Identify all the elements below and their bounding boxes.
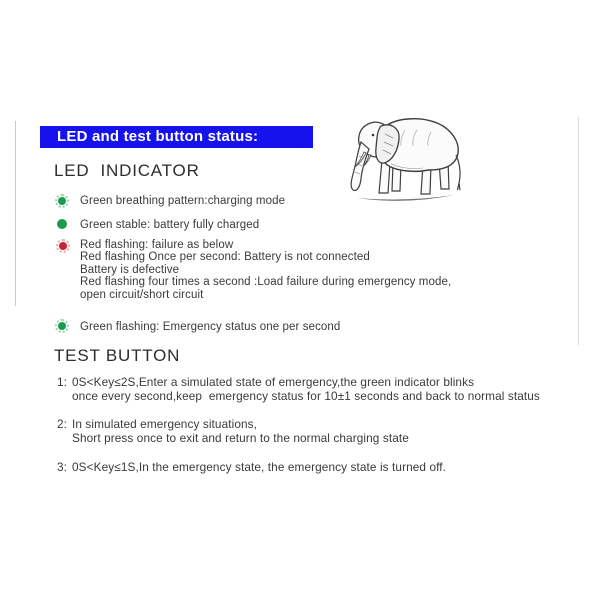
led-indicator-heading: LED INDICATOR xyxy=(54,161,200,180)
led-status-text: Green breathing pattern:charging mode xyxy=(80,195,286,207)
test-step-number: 3: xyxy=(57,460,68,474)
led-status-line: Red flashing: failure as below xyxy=(80,239,234,251)
test-step-number: 2: xyxy=(57,417,68,431)
led-status-line: Battery is defective xyxy=(80,263,180,276)
green-stable-led-icon xyxy=(57,219,67,229)
test-step-line: 0S<Key≤1S,In the emergency state, the emergency state is turned off. xyxy=(72,460,447,474)
red-led-dot xyxy=(59,242,67,250)
green-led-dot xyxy=(58,197,66,205)
test-step-2 xyxy=(57,418,409,445)
led-status-text: Green stable: battery fully charged xyxy=(80,219,260,231)
test-step-3 xyxy=(57,461,446,475)
section-header-title: LED and test button status: xyxy=(57,128,259,145)
red-flashing-led-icon xyxy=(56,239,70,253)
page-edge-line-right xyxy=(578,117,579,345)
led-status-line: Red flashing four times a second :Load failure during emergency mode, xyxy=(80,276,452,289)
page-edge-line-left xyxy=(15,121,16,306)
led-status-text-block xyxy=(80,239,451,301)
elephant-shadow xyxy=(357,195,454,201)
test-step-line: In simulated emergency situations, xyxy=(72,417,258,431)
led-status-text: Green flashing: Emergency status one per second xyxy=(80,321,341,333)
test-step-line: 0S<Key≤2S,Enter a simulated state of emergency,the green indicator blinks xyxy=(72,375,475,389)
test-button-heading: TEST BUTTON xyxy=(54,346,181,365)
green-breathing-led-icon xyxy=(55,194,69,208)
test-step-line: once every second,keep emergency status for 10±1 seconds and back to normal status xyxy=(72,388,540,403)
test-step-number: 1: xyxy=(57,375,68,389)
led-status-line: Red flashing Once per second: Battery is not connected xyxy=(80,251,370,264)
led-status-line: open circuit/short circuit xyxy=(80,288,204,301)
green-led-dot xyxy=(58,322,66,330)
elephant-illustration xyxy=(333,106,473,206)
green-flashing-led-icon xyxy=(55,319,69,333)
test-step-line: Short press once to exit and return to the normal charging state xyxy=(72,430,409,445)
section-header-bar xyxy=(40,126,313,148)
test-step-1 xyxy=(57,376,540,403)
